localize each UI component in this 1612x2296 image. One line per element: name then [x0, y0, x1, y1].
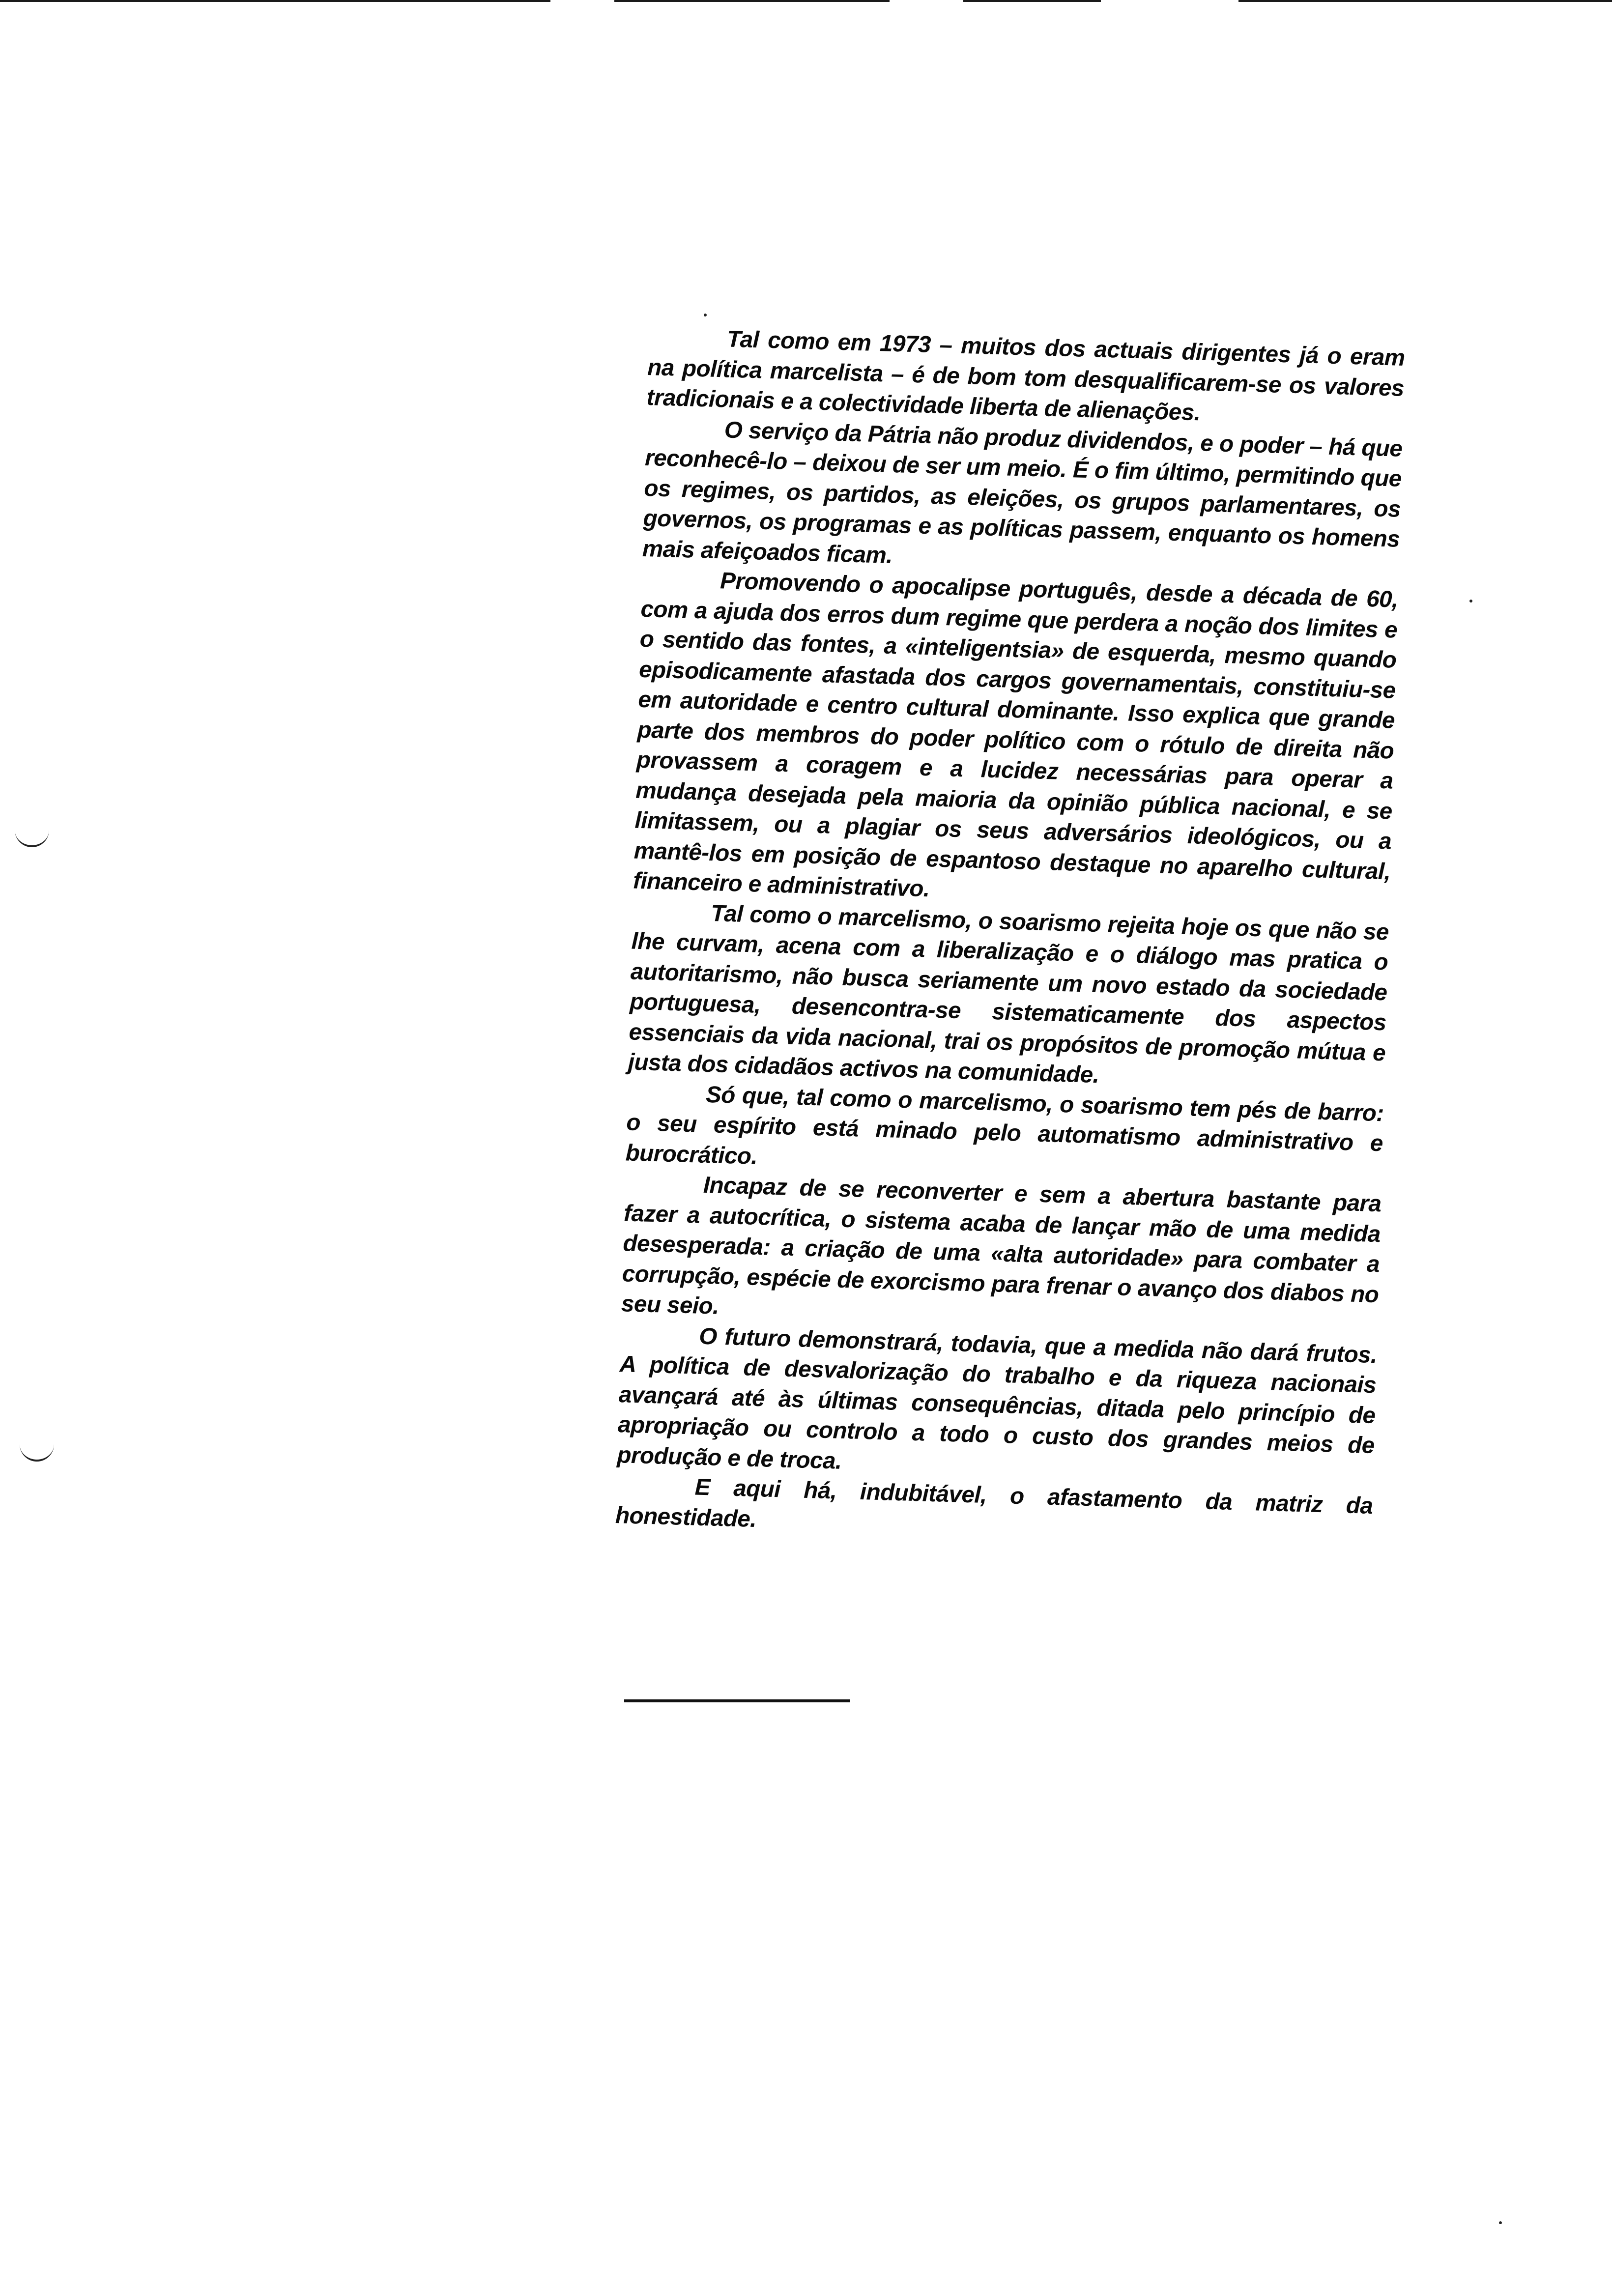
scan-speck [1469, 600, 1472, 603]
end-rule [624, 1699, 850, 1702]
paragraph: O futuro demonstrará, todavia, que a medida não dará frutos. A política de desvalorização do trabalho e da riqueza nacionais avançará até às últimas consequências, ditada pelo princípio de apropriação ou controlo a todo o custo dos grandes meios de produção e de troca. [616, 1323, 1378, 1474]
scan-edge-mark [1238, 0, 1612, 2]
paragraph: Tal como o marcelismo, o soarismo rejeita hoje os que não se lhe curvam, acena com a liberalização e o diálogo mas pratica o autoritarismo, não busca seriamente um novo estado da sociedade portuguesa, desencontra-se sistematicamente dos aspectos essenciais da vida nacional, trai os propósitos de promoção mútua e justa dos cidadãos activos na comunidade. [628, 900, 1389, 1089]
scan-edge-mark [614, 0, 890, 2]
article-body [615, 322, 1405, 1551]
binder-hole-mark [15, 826, 49, 847]
paragraph: E aqui há, indubitável, o afastamento da matriz da honestidade. [615, 1474, 1374, 1532]
scan-speck [1499, 2221, 1502, 2224]
paragraph: Incapaz de se reconverter e sem a abertura bastante para fazer a autocrítica, o sistema acaba de lançar mão de uma medida desesperada: a criação de uma «alta autoridade» para combater a corrupção, espécie de exorcismo para frenar o avanço dos diabos no seu seio. [621, 1172, 1382, 1320]
scan-speck [704, 314, 707, 316]
paragraph: Promovendo o apocalipse português, desde a década de 60, com a ajuda dos erros dum regime que perdera a noção dos limites e o sentido das fontes, a «inteligentsia» de esquerda, mesmo quando episodicamente afastada dos cargos governamentais, constituiu-se em autoridade e centro cultural dominante. Isso explica que grande parte dos membros do poder político com o rótulo de direita não provassem a coragem e a lucidez necessárias para operar a mudança desejada pela maioria da opinião pública nacional, e se limitassem, ou a plagiar os seus adversários ideológicos, ou a mantê-los em posição de espantoso destaque no aparelho cultural, financeiro e administrativo. [633, 568, 1399, 902]
paragraph: Tal como em 1973 – muitos dos actuais dirigentes já o eram na política marcelista – é de bom tom desqualificarem-se os valores tradicionais e a colectividade liberta de alienações. [646, 326, 1406, 426]
paragraph: O serviço da Pátria não produz dividendos, e o poder – há que reconhecê-lo – deixou de ser um meio. É o fim último, permitindo que os regimes, os partidos, as eleições, os grupos parlamentares, os governos, os programas e as políticas passem, enquanto os homens mais afeiçoados ficam. [642, 416, 1403, 569]
paragraph: Só que, tal como o marcelismo, o soarismo tem pés de barro: o seu espírito está minado pelo automatismo administrativo e burocrático. [625, 1081, 1384, 1170]
binder-hole-mark [20, 1440, 54, 1462]
scan-edge-mark [963, 0, 1101, 2]
scan-edge-mark [0, 0, 550, 2]
